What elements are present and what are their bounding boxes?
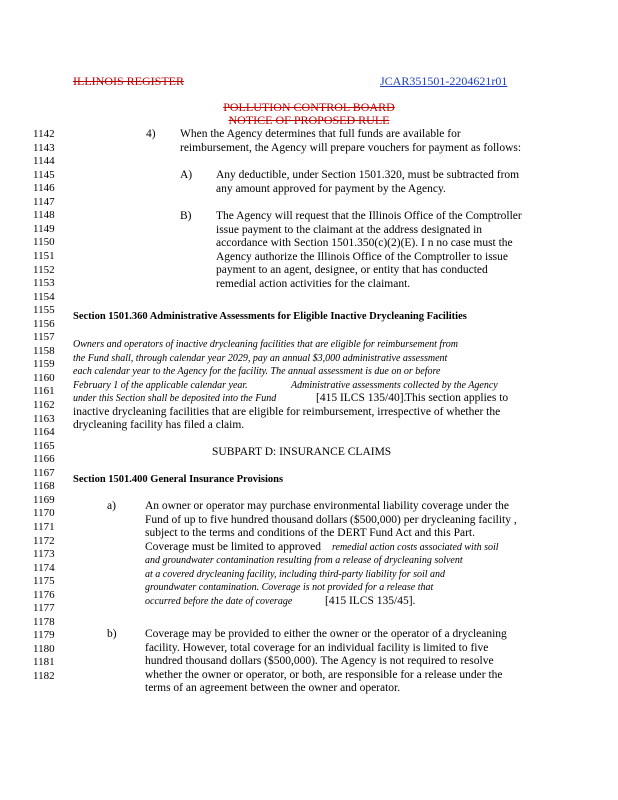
line-number: 1148: [33, 209, 55, 222]
section-360-text: drycleaning facility has filed a claim.: [73, 419, 245, 431]
item-b-line: Agency authorize the Illinois Office of the Comptroller to issue: [216, 250, 509, 263]
item-b-marker: B): [180, 210, 192, 222]
item-a-line: Any deductible, under Section 1501.320, must be subtracted from: [216, 169, 520, 181]
line-number: 1149: [33, 222, 55, 235]
board-name: POLLUTION CONTROL BOARD: [223, 100, 395, 114]
line-number: 1173: [33, 548, 55, 561]
line-number: 1143: [33, 141, 55, 154]
line-number: 1147: [33, 195, 55, 208]
section-360-italic: the Fund shall, through calendar year 2029, pay an annual $3,000 administrative assessment: [73, 352, 448, 364]
line-number: 1159: [33, 358, 55, 371]
line-number: 1157: [33, 331, 55, 344]
section-360-citation: [415 ILCS 135/40].: [316, 392, 407, 404]
line-number: 1165: [33, 439, 55, 452]
line-number: 1172: [33, 534, 55, 547]
line-number: 1175: [33, 575, 55, 588]
line-number: 1166: [33, 453, 55, 466]
item-a-marker: A): [180, 169, 193, 181]
section-360-heading: Section 1501.360 Administrative Assessments for Eligible Inactive Drycleaning Facilities: [73, 311, 467, 322]
line-number: 1156: [33, 317, 55, 330]
section-360-text: inactive drycleaning facilities that are eligible for reimbursement, irrespective of whether the: [73, 405, 501, 418]
item-b-400-marker: b): [107, 628, 117, 640]
line-number: 1169: [33, 493, 55, 506]
line-number: 1168: [33, 480, 55, 493]
item-b-line: The Agency will request that the Illinois Office of the Comptroller: [216, 210, 522, 222]
item-a-400-italic: groundwater contamination. Coverage is not provided for a release that: [145, 582, 434, 593]
item-b-400-line: facility. However, total coverage for an individual facility is limited to five: [145, 641, 489, 654]
line-number: 1150: [33, 236, 55, 249]
item-a-400-italic: and groundwater contamination resulting from a release of drycleaning solvent: [145, 555, 463, 566]
line-number: 1170: [33, 507, 55, 520]
line-number: 1154: [33, 290, 55, 303]
line-number: 1182: [33, 670, 55, 682]
line-number: 1158: [33, 344, 55, 357]
item-a-400-italic: at a covered drycleaning facility, including third-party liability for soil and: [145, 568, 446, 580]
subpart-title: SUBPART D: INSURANCE CLAIMS: [212, 446, 392, 458]
header-left: ILLINOIS REGISTER: [73, 74, 184, 88]
item-a-400-citation: [415 ILCS 135/45].: [325, 594, 416, 607]
line-number: 1163: [33, 412, 55, 425]
line-number: 1177: [33, 602, 55, 615]
line-number: 1179: [33, 629, 55, 642]
line-number: 1152: [33, 263, 55, 276]
line-number: 1180: [33, 642, 55, 655]
line-number: 1181: [33, 656, 55, 669]
item-a-400-line: An owner or operator may purchase environmental liability coverage under the: [145, 500, 510, 512]
line-number: 1155: [33, 304, 55, 317]
section-360-italic: under this Section shall be deposited into the Fund: [73, 393, 277, 404]
line-number: 1176: [33, 588, 55, 601]
section-360-italic: Administrative assessments collected by the Agency: [291, 379, 498, 391]
line-number: 1144: [33, 155, 55, 168]
line-number: 1145: [33, 168, 55, 181]
line-number: 1153: [33, 277, 55, 290]
item-a-400-marker: a): [107, 500, 116, 512]
line-number: 1161: [33, 385, 55, 398]
item-b-line: remedial action activities for the claimant.: [216, 277, 411, 290]
section-360-italic: February 1 of the applicable calendar year.: [73, 379, 248, 391]
line-number: 1142: [33, 128, 55, 140]
section-400-heading: Section 1501.400 General Insurance Provisions: [73, 474, 284, 485]
item-a-400-italic: occurred before the date of coverage: [145, 595, 293, 607]
notice-title: NOTICE OF PROPOSED RULE: [228, 113, 390, 127]
item-a-400-line: Fund of up to five hundred thousand dollars ($500,000) per drycleaning facility ,: [145, 513, 517, 526]
section-360-italic: each calendar year to the Agency for the facility. The annual assessment is due on or before: [73, 366, 441, 377]
item-b-400-line: whether the owner or operator, or both, are responsible for a release under the: [145, 668, 503, 681]
line-number: 1164: [33, 426, 55, 439]
item-b-line: issue payment to the claimant at the address designated in: [216, 223, 483, 236]
line-number: 1174: [33, 561, 55, 574]
header-right: JCAR351501-2204621r01: [380, 74, 508, 88]
item-b-400-line: terms of an agreement between the owner and operator.: [145, 682, 401, 694]
item-b-line: payment to an agent, designee, or entity that has conducted: [216, 264, 488, 276]
section-360-italic: Owners and operators of inactive drycleaning facilities that are eligible for reimbursement from: [73, 339, 458, 350]
line-number: 1160: [33, 371, 55, 384]
line-number: 1178: [33, 615, 55, 628]
item-b-line: accordance with Section 1501.350(c)(2)(E). I n no case must the: [216, 237, 513, 249]
line-number: 1151: [33, 249, 55, 262]
item-b-400-line: hundred thousand dollars ($500,000). The Agency is not required to resolve: [145, 655, 494, 667]
line-number: 1146: [33, 182, 55, 195]
item-4-line: reimbursement, the Agency will prepare vouchers for payment as follows:: [180, 141, 522, 154]
item-4-line: When the Agency determines that full funds are available for: [180, 128, 461, 140]
line-number: 1162: [33, 399, 55, 411]
item-a-400-line: subject to the terms and conditions of the DERT Fund Act and this Part.: [145, 527, 476, 539]
line-number: 1171: [33, 520, 55, 533]
item-a-400-line: Coverage must be limited to approved: [145, 540, 321, 553]
item-a-line: any amount approved for payment by the Agency.: [216, 182, 446, 195]
line-number: 1167: [33, 466, 55, 479]
section-360-tail: This section applies to: [405, 392, 509, 404]
item-4-marker: 4): [146, 128, 156, 140]
item-a-400-italic: remedial action costs associated with soil: [332, 541, 499, 553]
item-b-400-line: Coverage may be provided to either the owner or the operator of a drycleaning: [145, 628, 507, 640]
